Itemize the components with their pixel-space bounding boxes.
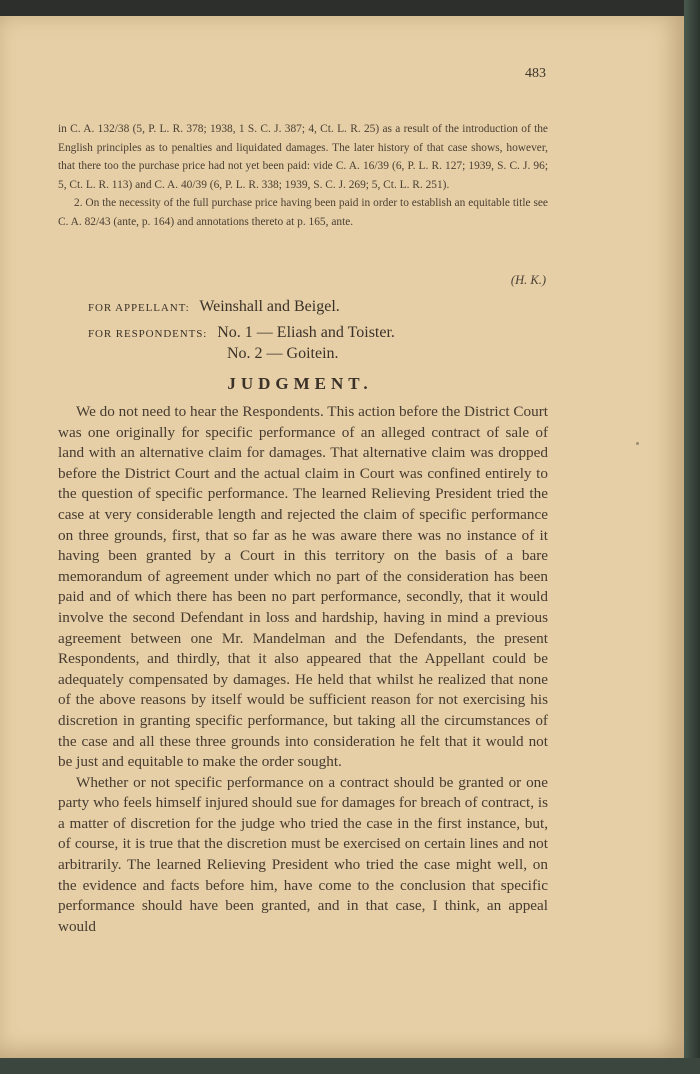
respondents-label: FOR RESPONDENTS: — [88, 328, 208, 340]
book-cover-edge — [684, 0, 700, 1074]
appellant-counsel: Weinshall and Beigel. — [199, 298, 340, 315]
judgment-paragraph-2: Whether or not specific performance on a contract should be granted or one party who feels himself injured should sue for damages for breach of contract, is a matter of discretion for the judge who tried the case in the first instance, but, of course, it is true that the discretion must be exercised on certain lines and not arbitrarily. The learned Relieving President who tried the case might well, on the evidence and facts before him, have come to the conclusion that specific performance should have been granted, and in that case, I think, an appeal would — [58, 773, 548, 935]
counsel-respondents — [88, 324, 395, 342]
counsel-respondent-2 — [227, 345, 339, 363]
counsel-appellant — [88, 298, 340, 316]
judgment-paragraph-1: We do not need to hear the Respondents. This action before the District Court was one originally for specific performance of an alleged contract of sale of land with an alternative claim for damages. That alternative claim was dropped before the District Court and the actual claim in Court was confined entirely to the question of specific performance. The learned Relieving President tried the case at very considerable length and rejected the claim of specific performance on three grounds, first, that so far as he was aware there was no instance of it having been granted by a Court in this territory on the basis of a bare memorandum of agreement under which no part of the consideration has been paid and of which there has been no part performance, secondly, that it would involve the second Defendant in loss and hardship, having in mind a previous agreement between one Mr. Mandelman and the Defendants, the present Respondents, and thirdly, that it also appeared that the Appellant could be adequately compensated by damages. He held that whilst he realized that none of the above reasons by itself would be sufficient reason for not exercising his discretion in granting specific performance, but taking all the circumstances of the case and all these three grounds into consideration he felt that it would not be just and equitable to make the order sought. — [58, 403, 548, 771]
respondent-1-counsel: No. 1 — Eliash and Toister. — [217, 324, 395, 341]
book-page — [0, 16, 684, 1058]
footnote-1: in C. A. 132/38 (5, P. L. R. 378; 1938, 1 S. C. J. 387; 4, Ct. L. R. 25) as a result of the introduction of the English principles as to penalties and liquidated damages. The later history of that case shows, however, that there too the purchase price had not yet been paid: vide C. A. 16/39 (6, P. L. R. 127; 1939, S. C. J. 96; 5, Ct. L. R. 113) and C. A. 40/39 (6, P. L. R. 338; 1939, S. C. J. 269; 5, Ct. L. R. 251). — [58, 123, 548, 191]
judgment-heading: JUDGMENT. — [227, 374, 373, 393]
footnote-2: 2. On the necessity of the full purchase price having been paid in order to establish an equitable title see C. A. 82/43 (ante, p. 164) and annotations thereto at p. 165, ante. — [58, 197, 548, 228]
appellant-label: FOR APPELLANT: — [88, 302, 190, 314]
respondent-2-counsel: No. 2 — Goitein. — [227, 345, 339, 362]
page-number: 483 — [525, 66, 546, 81]
editor-initials: (H. K.) — [510, 273, 546, 287]
judgment-body — [58, 402, 548, 937]
page-speck — [636, 442, 639, 445]
book-cover-bottom — [0, 1058, 700, 1074]
footnotes — [58, 120, 548, 232]
